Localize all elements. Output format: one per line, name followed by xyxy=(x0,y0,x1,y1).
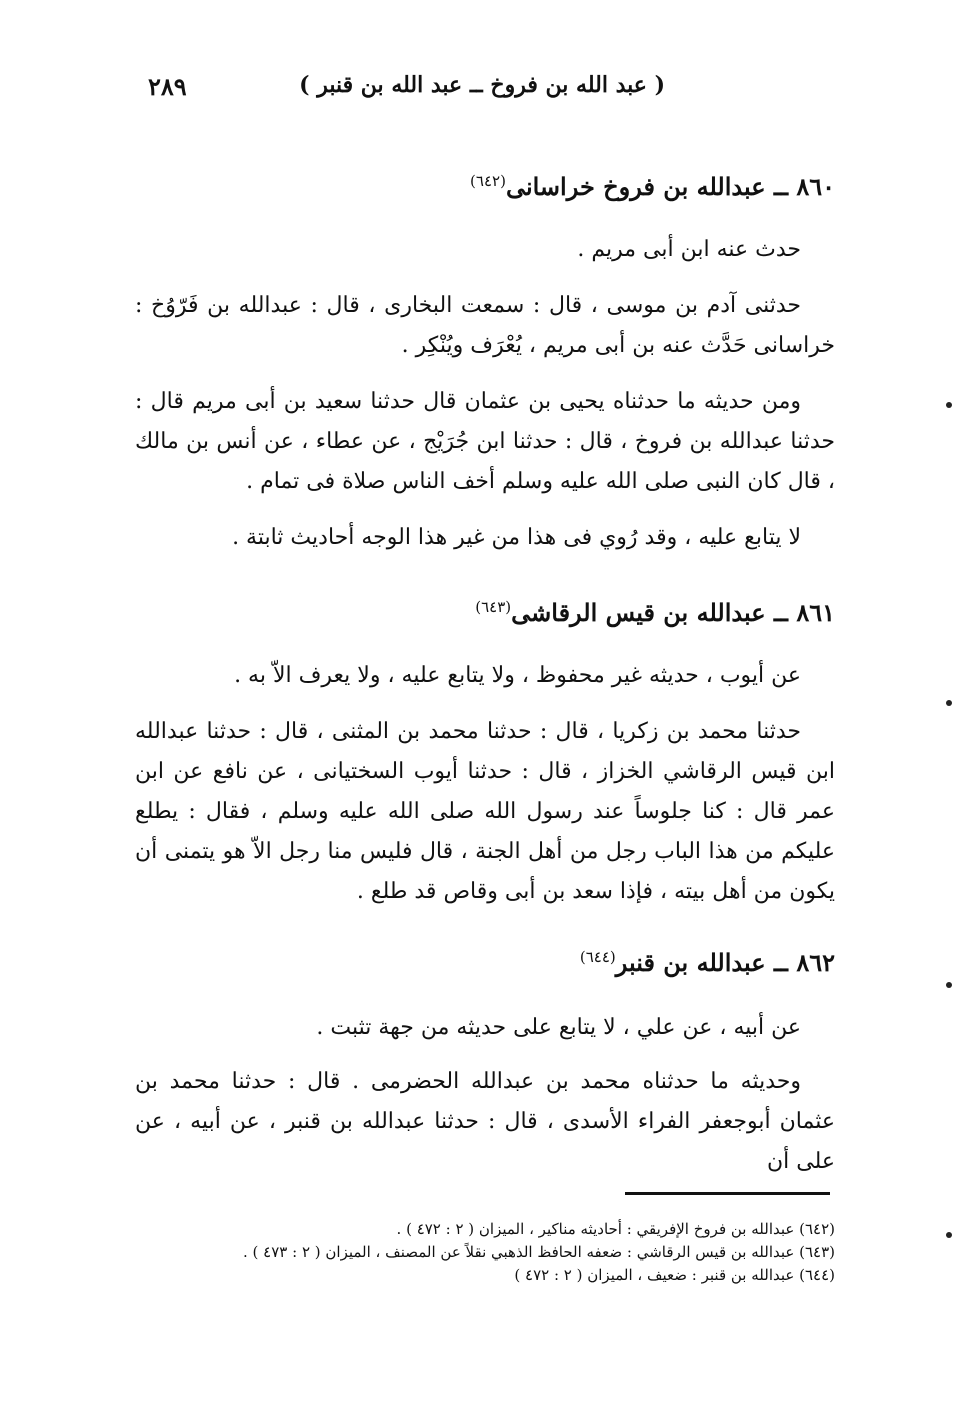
footnote-ref: (٦٤٢) xyxy=(470,172,506,190)
margin-mark xyxy=(946,982,952,988)
page-header xyxy=(140,72,840,112)
footnote-ref: (٦٤٤) xyxy=(579,948,616,966)
entry-title-text: ٨٦٢ ــ عبدالله بن قنبر xyxy=(615,948,835,977)
margin-mark xyxy=(946,700,952,706)
paragraph: وحديثه ما حدثناه محمد بن عبدالله الحضرمى . قال : حدثنا محمد بن عثمان أبوجعفر الفراء الأسدى ، قال : حدثنا عبدالله بن قنبر ، عن أبيه ، عن على أن xyxy=(135,1069,835,1174)
margin-mark xyxy=(946,1232,952,1238)
entry-title-861 xyxy=(475,598,835,627)
page-number: ٢٨٩ xyxy=(148,72,187,101)
footnote-separator xyxy=(625,1192,830,1195)
paragraph: حدثنا محمد بن زكريا ، قال : حدثنا محمد بن المثنى ، قال : حدثنا عبدالله ابن قيس الرقاشي الخزاز ، قال : حدثنا أيوب السختيانى ، عن نافع عن ابن عمر قال : كنا جلوساً عند رسول الله صلى الله عليه وسلم ، فقال : يطلع عليكم من هذا الباب رجل من أهل الجنة ، قال فليس منا رجل الاّ هو يتمنى أن يكون من أهل بيته ، فإذا سعد بن أبى وقاص قد طلع . xyxy=(135,719,835,904)
paragraph: عن أبيه ، عن علي ، لا يتابع على حديثه من جهة تثبت . xyxy=(316,1015,801,1040)
entry-title-text: ٨٦٠ ــ عبدالله بن فروخ خراسانى xyxy=(505,172,835,201)
paragraph: حدثنى آدم بن موسى ، قال : سمعت البخارى ، قال : عبدالله بن فَرّوُخ : خراسانى حَدَّث عنه بن أبى مريم ، يُعْرَف ويُنْكِر . xyxy=(135,293,835,358)
paragraph: حدث عنه ابن أبى مريم . xyxy=(577,237,801,262)
entry-title-862 xyxy=(580,948,835,977)
entry-title-860 xyxy=(470,172,835,201)
footnote: (٦٤٤) عبدالله بن قنبر : ضعيف ، الميزان ( ٢ : ٤٧٢ ) xyxy=(514,1266,835,1284)
entry-body-861 xyxy=(135,656,835,912)
entry-body-860 xyxy=(135,230,835,558)
paragraph: ومن حديثه ما حدثناه يحيى بن عثمان قال حدثنا سعيد بن أبى مريم قال : حدثنا عبدالله بن فروخ ، قال : حدثنا ابن جُرَيْج ، عن عطاء ، عن أنس بن مالك ، قال كان النبى صلى الله عليه وسلم أخف الناس صلاة فى تمام . xyxy=(135,389,835,494)
running-head: ( عبد الله بن فروخ ــ عبد الله بن قنبر ) xyxy=(299,72,665,98)
footnotes xyxy=(135,1218,835,1287)
footnote: (٦٤٣) عبدالله بن قيس الرقاشي : ضعفه الحافظ الذهبي نقلاً عن المصنف ، الميزان ( ٢ : ٤٧٣ ) . xyxy=(243,1243,835,1261)
footnote: (٦٤٢) عبدالله بن فروخ الإفريقي : أحاديثه مناكير ، الميزان ( ٢ : ٤٧٢ ) . xyxy=(396,1220,835,1238)
entry-body-862 xyxy=(135,1008,835,1182)
paragraph: لا يتابع عليه ، وقد رُوي فى هذا من غير هذا الوجه أحاديث ثابتة . xyxy=(232,525,801,550)
entry-title-text: ٨٦١ ــ عبدالله بن قيس الرقاشى xyxy=(511,598,835,627)
margin-mark xyxy=(946,402,952,408)
footnote-ref: (٦٤٣) xyxy=(475,598,512,616)
paragraph: عن أيوب ، حديثه غير محفوظ ، ولا يتابع عليه ، ولا يعرف الاّ به . xyxy=(234,663,801,688)
